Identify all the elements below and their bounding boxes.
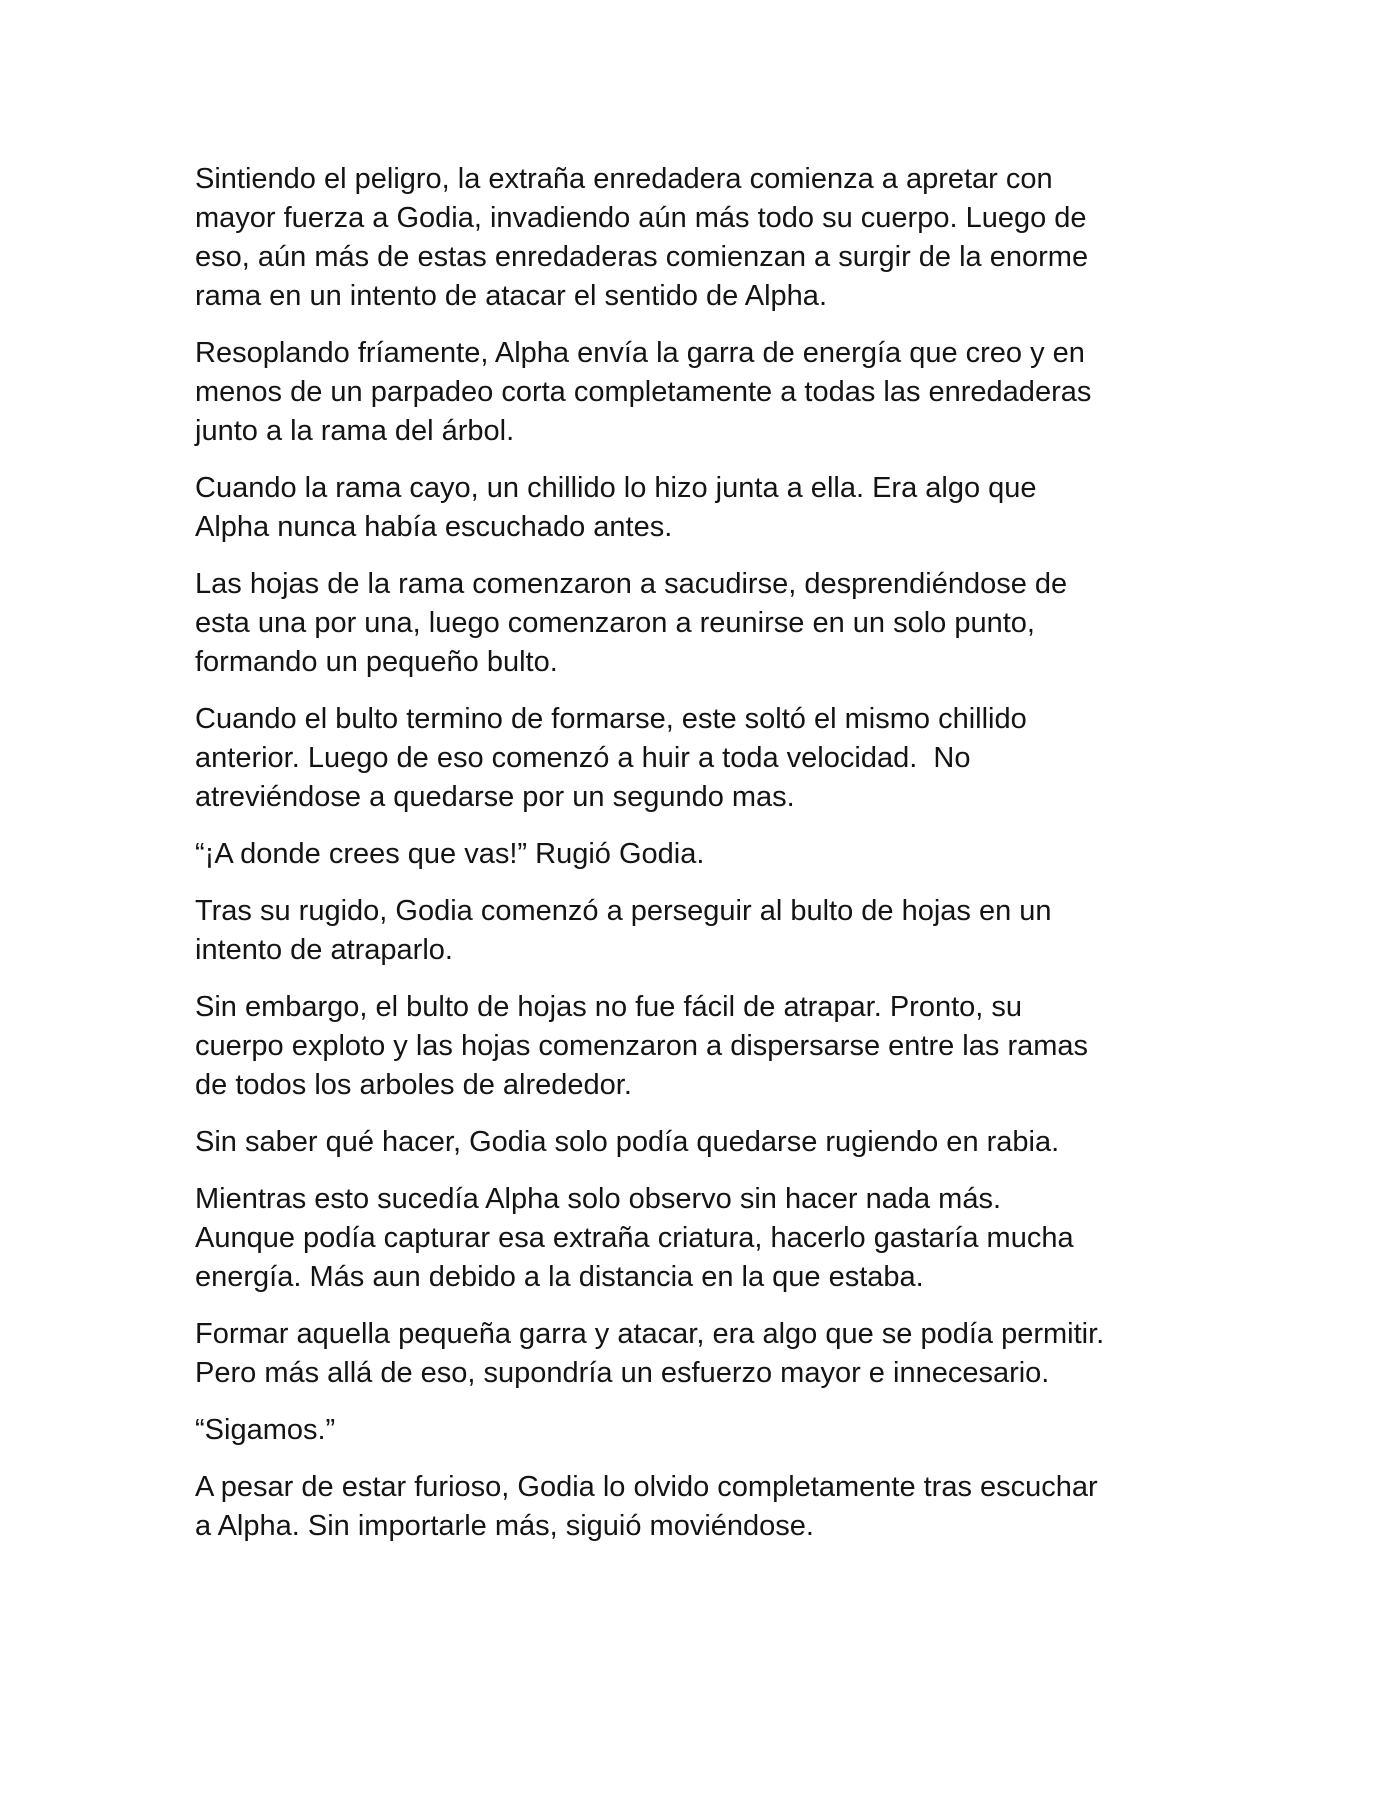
paragraph: Sin saber qué hacer, Godia solo podía quedarse rugiendo en rabia. xyxy=(195,1126,1060,1158)
paragraph: Cuando la rama cayo, un chillido lo hizo junta a ella. Era algo que Alpha nunca había escuchado antes. xyxy=(195,472,1037,543)
paragraph: Las hojas de la rama comenzaron a sacudirse, desprendiéndose de esta una por una, luego comenzaron a reunirse en un solo punto, formando un pequeño bulto. xyxy=(195,568,1068,678)
paragraph: A pesar de estar furioso, Godia lo olvido completamente tras escuchar a Alpha. Sin importarle más, siguió moviéndose. xyxy=(195,1471,1098,1542)
paragraph: Sintiendo el peligro, la extraña enredadera comienza a apretar con mayor fuerza a Godia, invadiendo aún más todo su cuerpo. Luego de eso, aún más de estas enredaderas comienzan a surgir de la enorme rama en un intento de atacar el sentido de Alpha. xyxy=(195,163,1089,312)
dialogue-paragraph: “¡A donde crees que vas!” Rugió Godia. xyxy=(195,838,705,870)
paragraph: Tras su rugido, Godia comenzó a perseguir al bulto de hojas en un intento de atraparlo. xyxy=(195,895,1052,966)
document-page xyxy=(195,160,1245,1564)
paragraph: Cuando el bulto termino de formarse, este soltó el mismo chillido anterior. Luego de eso comenzó a huir a toda velocidad. No atreviéndose a quedarse por un segundo mas. xyxy=(195,703,1027,813)
paragraph: Resoplando fríamente, Alpha envía la garra de energía que creo y en menos de un parpadeo corta completamente a todas las enredaderas junto a la rama del árbol. xyxy=(195,337,1092,447)
paragraph: Sin embargo, el bulto de hojas no fue fácil de atrapar. Pronto, su cuerpo exploto y las hojas comenzaron a dispersarse entre las ramas de todos los arboles de alrededor. xyxy=(195,991,1089,1101)
paragraph: Formar aquella pequeña garra y atacar, era algo que se podía permitir. Pero más allá de eso, supondría un esfuerzo mayor e innecesario. xyxy=(195,1318,1105,1389)
dialogue-paragraph: “Sigamos.” xyxy=(195,1414,336,1446)
paragraph: Mientras esto sucedía Alpha solo observo sin hacer nada más. Aunque podía capturar esa extraña criatura, hacerlo gastaría mucha energía. Más aun debido a la distancia en la que estaba. xyxy=(195,1183,1074,1293)
